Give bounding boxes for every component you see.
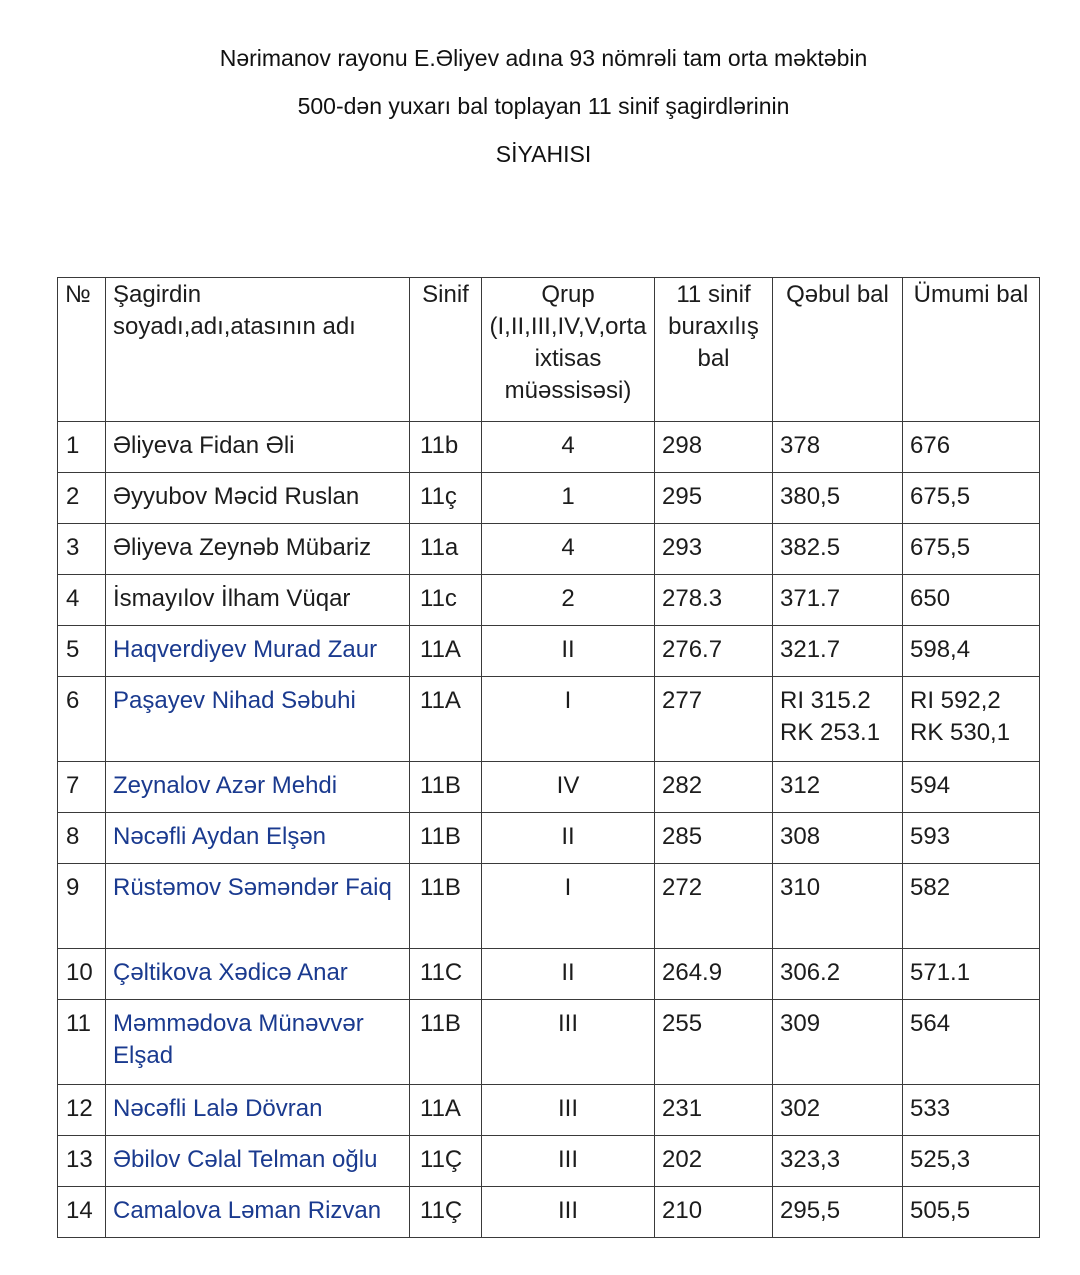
table-row xyxy=(58,626,1040,677)
student-class: 11A xyxy=(410,1085,482,1136)
total-score: 598,4 xyxy=(903,626,1040,677)
graduation-score: 210 xyxy=(655,1187,773,1238)
graduation-score: 285 xyxy=(655,813,773,864)
student-name: Məmmədova Münəvvər Elşad xyxy=(106,1000,410,1085)
row-number: 12 xyxy=(58,1085,106,1136)
student-class: 11C xyxy=(410,949,482,1000)
document-title-line-3: SİYAHISI xyxy=(495,141,592,167)
document-title-line-1: Nərimanov rayonu E.Əliyev adına 93 nömrəli tam orta məktəbin xyxy=(219,45,868,71)
student-name: Haqverdiyev Murad Zaur xyxy=(106,626,410,677)
student-name: Əbilov Cəlal Telman oğlu xyxy=(106,1136,410,1187)
student-class: 11c xyxy=(410,575,482,626)
row-number: 13 xyxy=(58,1136,106,1187)
student-group: IV xyxy=(482,762,655,813)
student-name: Rüstəmov Səməndər Faiq xyxy=(106,864,410,949)
admission-score: 323,3 xyxy=(773,1136,903,1187)
graduation-score: 202 xyxy=(655,1136,773,1187)
student-group: II xyxy=(482,626,655,677)
total-score: 564 xyxy=(903,1000,1040,1085)
graduation-score: 277 xyxy=(655,677,773,762)
student-group: II xyxy=(482,813,655,864)
total-score: 675,5 xyxy=(903,473,1040,524)
admission-score: 302 xyxy=(773,1085,903,1136)
graduation-score: 295 xyxy=(655,473,773,524)
total-score: 505,5 xyxy=(903,1187,1040,1238)
header-class: Sinif xyxy=(410,278,482,422)
row-number: 8 xyxy=(58,813,106,864)
student-group: 2 xyxy=(482,575,655,626)
row-number: 7 xyxy=(58,762,106,813)
student-class: 11A xyxy=(410,626,482,677)
total-score: 525,3 xyxy=(903,1136,1040,1187)
total-score: 594 xyxy=(903,762,1040,813)
graduation-score: 272 xyxy=(655,864,773,949)
student-group: II xyxy=(482,949,655,1000)
admission-score: 295,5 xyxy=(773,1187,903,1238)
table-row xyxy=(58,1187,1040,1238)
student-name: Camalova Ləman Rizvan xyxy=(106,1187,410,1238)
row-number: 11 xyxy=(58,1000,106,1085)
student-name: İsmayılov İlham Vüqar xyxy=(106,575,410,626)
table-row xyxy=(58,473,1040,524)
table-row xyxy=(58,864,1040,949)
table-row xyxy=(58,575,1040,626)
graduation-score: 264.9 xyxy=(655,949,773,1000)
student-name: Əyyubov Məcid Ruslan xyxy=(106,473,410,524)
row-number: 14 xyxy=(58,1187,106,1238)
student-group: I xyxy=(482,677,655,762)
student-group: III xyxy=(482,1000,655,1085)
total-score: 593 xyxy=(903,813,1040,864)
student-group: 1 xyxy=(482,473,655,524)
admission-score: 371.7 xyxy=(773,575,903,626)
student-class: 11B xyxy=(410,1000,482,1085)
graduation-score: 282 xyxy=(655,762,773,813)
student-group: III xyxy=(482,1136,655,1187)
admission-score: 382.5 xyxy=(773,524,903,575)
total-score: RI 592,2 RK 530,1 xyxy=(903,677,1040,762)
total-score: 675,5 xyxy=(903,524,1040,575)
header-group: Qrup (I,II,III,IV,V,orta ixtisas müəssisəsi) xyxy=(482,278,655,422)
student-name: Əliyeva Fidan Əli xyxy=(106,422,410,473)
table-row xyxy=(58,813,1040,864)
row-number: 9 xyxy=(58,864,106,949)
student-class: 11B xyxy=(410,762,482,813)
admission-score: 380,5 xyxy=(773,473,903,524)
header-number: № xyxy=(58,278,106,422)
table-row xyxy=(58,677,1040,762)
table-row xyxy=(58,1085,1040,1136)
row-number: 5 xyxy=(58,626,106,677)
admission-score: 378 xyxy=(773,422,903,473)
students-score-table xyxy=(57,277,1040,1238)
table-row xyxy=(58,524,1040,575)
admission-score: 312 xyxy=(773,762,903,813)
student-name: Nəcəfli Aydan Elşən xyxy=(106,813,410,864)
table-row xyxy=(58,949,1040,1000)
graduation-score: 298 xyxy=(655,422,773,473)
table-row xyxy=(58,422,1040,473)
student-class: 11b xyxy=(410,422,482,473)
header-admission-score: Qəbul bal xyxy=(773,278,903,422)
row-number: 10 xyxy=(58,949,106,1000)
student-class: 11Ç xyxy=(410,1136,482,1187)
student-class: 11B xyxy=(410,813,482,864)
graduation-score: 293 xyxy=(655,524,773,575)
student-name: Paşayev Nihad Səbuhi xyxy=(106,677,410,762)
header-graduation-score: 11 sinif buraxılış bal xyxy=(655,278,773,422)
total-score: 571.1 xyxy=(903,949,1040,1000)
header-total-score: Ümumi bal xyxy=(903,278,1040,422)
student-name: Zeynalov Azər Mehdi xyxy=(106,762,410,813)
student-name: Çəltikova Xədicə Anar xyxy=(106,949,410,1000)
total-score: 533 xyxy=(903,1085,1040,1136)
table-header-row xyxy=(58,278,1040,422)
total-score: 582 xyxy=(903,864,1040,949)
admission-score: 310 xyxy=(773,864,903,949)
admission-score: 321.7 xyxy=(773,626,903,677)
graduation-score: 278.3 xyxy=(655,575,773,626)
student-group: I xyxy=(482,864,655,949)
student-class: 11B xyxy=(410,864,482,949)
table-row xyxy=(58,1000,1040,1085)
student-class: 11a xyxy=(410,524,482,575)
admission-score: 309 xyxy=(773,1000,903,1085)
total-score: 650 xyxy=(903,575,1040,626)
student-group: III xyxy=(482,1085,655,1136)
student-group: 4 xyxy=(482,422,655,473)
graduation-score: 255 xyxy=(655,1000,773,1085)
row-number: 3 xyxy=(58,524,106,575)
table-row xyxy=(58,1136,1040,1187)
student-class: 11Ç xyxy=(410,1187,482,1238)
graduation-score: 276.7 xyxy=(655,626,773,677)
admission-score: 306.2 xyxy=(773,949,903,1000)
student-name: Nəcəfli Lalə Dövran xyxy=(106,1085,410,1136)
student-class: 11A xyxy=(410,677,482,762)
document-title-line-2: 500-dən yuxarı bal toplayan 11 sinif şagirdlərinin xyxy=(297,93,790,119)
admission-score: RI 315.2 RK 253.1 xyxy=(773,677,903,762)
row-number: 4 xyxy=(58,575,106,626)
header-student-name: Şagirdin soyadı,adı,atasının adı xyxy=(106,278,410,422)
graduation-score: 231 xyxy=(655,1085,773,1136)
table-row xyxy=(58,762,1040,813)
student-group: III xyxy=(482,1187,655,1238)
student-name: Əliyeva Zeynəb Mübariz xyxy=(106,524,410,575)
row-number: 1 xyxy=(58,422,106,473)
student-group: 4 xyxy=(482,524,655,575)
student-class: 11ç xyxy=(410,473,482,524)
admission-score: 308 xyxy=(773,813,903,864)
row-number: 6 xyxy=(58,677,106,762)
total-score: 676 xyxy=(903,422,1040,473)
row-number: 2 xyxy=(58,473,106,524)
